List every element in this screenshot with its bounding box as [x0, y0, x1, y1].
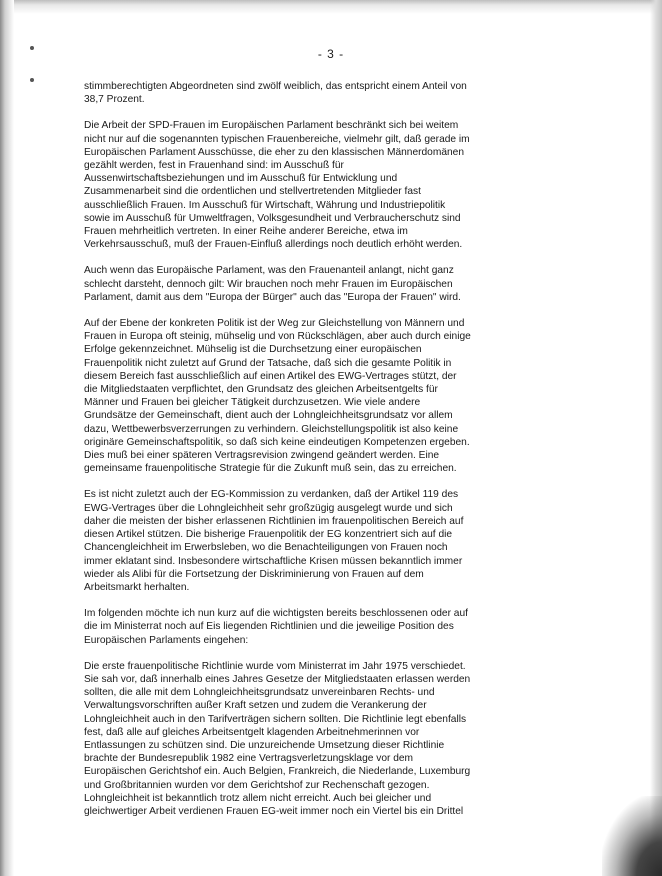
text-line: Grundsätze der Gemeinschaft, dient auch der Lohngleichheitsgrundsatz vor allem [84, 410, 453, 422]
margin-mark [30, 78, 34, 82]
paragraph [84, 264, 514, 304]
text-line: EWG-Vertrages über die Lohngleichheit sehr großzügig ausgelegt wurde und sich [84, 502, 453, 514]
text-line: Arbeitsmarkt herhalten. [84, 581, 190, 593]
text-line: wieder als Alibi für die Fortsetzung der Diskriminierung von Frauen auf dem [84, 568, 424, 580]
text-line: Frauen in Europa oft steinig, mühselig und von Rückschlägen, aber auch durch einige [84, 331, 471, 343]
paragraph [84, 488, 514, 594]
text-line: 38,7 Prozent. [84, 94, 145, 106]
text-line: Parlament, damit aus dem "Europa der Bürger" auch das "Europa der Frauen" wird. [84, 291, 461, 303]
text-line: Entlassungen zu schützen sind. Die unzureichende Umsetzung dieser Richtlinie [84, 739, 445, 751]
text-line: Europäischen Gerichtshof ein. Auch Belgien, Frankreich, die Niederlande, Luxemburg [84, 766, 471, 778]
scan-edge-top [0, 0, 662, 14]
text-line: gezählt werden, fest in Frauenhand sind: im Ausschuß für [84, 160, 344, 172]
text-line: Aussenwirtschaftsbeziehungen und im Ausschuß für Entwicklung und [84, 173, 398, 185]
text-line: brachte der Bundesrepublik 1982 eine Vertragsverletzungsklage vor dem [84, 753, 414, 765]
paragraph [84, 660, 514, 818]
text-line: Verkehrsausschuß, muß der Frauen-Einfluß allerdings noch deutlich erhöht werden. [84, 239, 463, 251]
scan-edge-right [612, 0, 662, 876]
text-line: daher die meisten der bisher erlassenen Richtlinien im frauenpolitischen Bereich auf [84, 515, 464, 527]
paragraph [84, 80, 514, 106]
text-line: Lohngleichheit auch in den Tarifverträgen sichern sollten. Die Richtlinie legt ebenfalls [84, 713, 467, 725]
text-line: Lohngleichheit ist bekanntlich trotz allem nicht erreicht. Auch bei gleicher und [84, 792, 432, 804]
text-line: originäre Gemeinschaftspolitik, so daß sich keine eindeutigen Kompetenzen ergeben. [84, 436, 470, 448]
text-line: fest, daß alle auf gleiches Arbeitsentgelt klagenden Arbeitnehmerinnen vor [84, 726, 420, 738]
text-line: immer eklatant sind. Insbesondere wirtschaftliche Krisen müssen bekanntlich immer [84, 555, 463, 567]
page-number: - 3 - [317, 47, 345, 61]
text-line: dazu, Wettbewerbsverzerrungen zu verhindern. Gleichstellungspolitik ist also keine [84, 423, 459, 435]
text-line: sollten, die alle mit dem Lohngleichheitsgrundsatz unvereinbaren Rechts- und [84, 687, 435, 699]
paragraph [84, 317, 514, 475]
text-line: Frauen mehrheitlich vertreten. In einer Reihe anderer Bereiche, etwa im [84, 226, 408, 238]
text-line: Die Arbeit der SPD-Frauen im Europäischen Parlament beschränkt sich bei weitem [84, 120, 459, 132]
text-line: schlecht darsteht, dennoch gilt: Wir brauchen noch mehr Frauen im Europäischen [84, 278, 453, 290]
text-line: Es ist nicht zuletzt auch der EG-Kommission zu verdanken, daß der Artikel 119 des [84, 489, 459, 501]
scan-corner-shadow [602, 796, 662, 876]
text-line: Zusammenarbeit sind die ordentlichen und stellvertretenden Mitglieder fast [84, 186, 421, 198]
text-line: sowie im Ausschuß für Umweltfragen, Volksgesundheit und Verbraucherschutz sind [84, 212, 461, 224]
text-line: Männer und Frauen bei gleicher Tätigkeit durchzusetzen. Wie viele andere [84, 397, 421, 409]
text-line: diesem Bereich fast ausschließlich auf einen Artikel des EWG-Vertrages stützt, der [84, 370, 457, 382]
text-line: nicht nur auf die sogenannten typischen Frauenbereiche, vielmehr gilt, daß gerade im [84, 133, 470, 145]
text-line: Sie sah vor, daß innerhalb eines Jahres Gesetze der Mitgliedstaaten erlassen werden [84, 673, 471, 685]
text-line: stimmberechtigten Abgeordneten sind zwölf weiblich, das entspricht einem Anteil von [84, 81, 467, 92]
text-line: gemeinsame frauenpolitische Strategie für die Zukunft muß sein, das zu erreichen. [84, 463, 457, 475]
scan-edge-left [0, 0, 14, 876]
text-line: Auch wenn das Europäische Parlament, was den Frauenanteil anlangt, nicht ganz [84, 265, 454, 277]
text-line: Erfolge gekennzeichnet. Mühselig ist die Durchsetzung einer europäischen [84, 344, 422, 356]
paragraph [84, 607, 514, 647]
text-line: Chancengleichheit im Erwerbsleben, wo die Benachteiligungen von Frauen noch [84, 542, 448, 554]
text-line: gleichwertiger Arbeit verdienen Frauen EG-weit immer noch ein Viertel bis ein Drittel [84, 805, 464, 817]
text-line: Dies muß bei einer späteren Vertragsrevision zwingend geändert werden. Eine [84, 450, 440, 462]
text-line: Europäischen Parlament Ausschüsse, die eher zu den klassischen Männerdomänen [84, 146, 464, 158]
text-line: Im folgenden möchte ich nun kurz auf die wichtigsten bereits beschlossenen oder auf [84, 608, 468, 620]
text-line: und Großbritannien wurden vor dem Gerichtshof zur Rechenschaft gezogen. [84, 779, 430, 791]
text-line: ausschließlich Frauen. Im Ausschuß für Wirtschaft, Währung und Industriepolitik [84, 199, 446, 211]
paragraph [84, 119, 514, 251]
text-line: diesen Artikel stützen. Die bisherige Frauenpolitik der EG konzentriert sich auf die [84, 529, 453, 541]
text-line: Frauenpolitik nicht zuletzt auf Grund der Tatsache, daß sich die gesamte Politik in [84, 357, 452, 369]
text-line: Auf der Ebene der konkreten Politik ist der Weg zur Gleichstellung von Männern und [84, 318, 465, 330]
document-body [84, 80, 514, 831]
text-line: Europäischen Parlaments eingehen: [84, 634, 249, 646]
text-line: die Mitgliedstaaten verpflichtet, den Grundsatz des gleichen Arbeitsentgelts für [84, 384, 438, 396]
text-line: die im Ministerrat noch auf Eis liegenden Richtlinien und die jeweilige Position des [84, 621, 454, 633]
text-line: Die erste frauenpolitische Richtlinie wurde vom Ministerrat im Jahr 1975 verschiedet. [84, 660, 466, 672]
text-line: Verwaltungsvorschriften außer Kraft setzen und zudem die Verankerung der [84, 700, 427, 712]
